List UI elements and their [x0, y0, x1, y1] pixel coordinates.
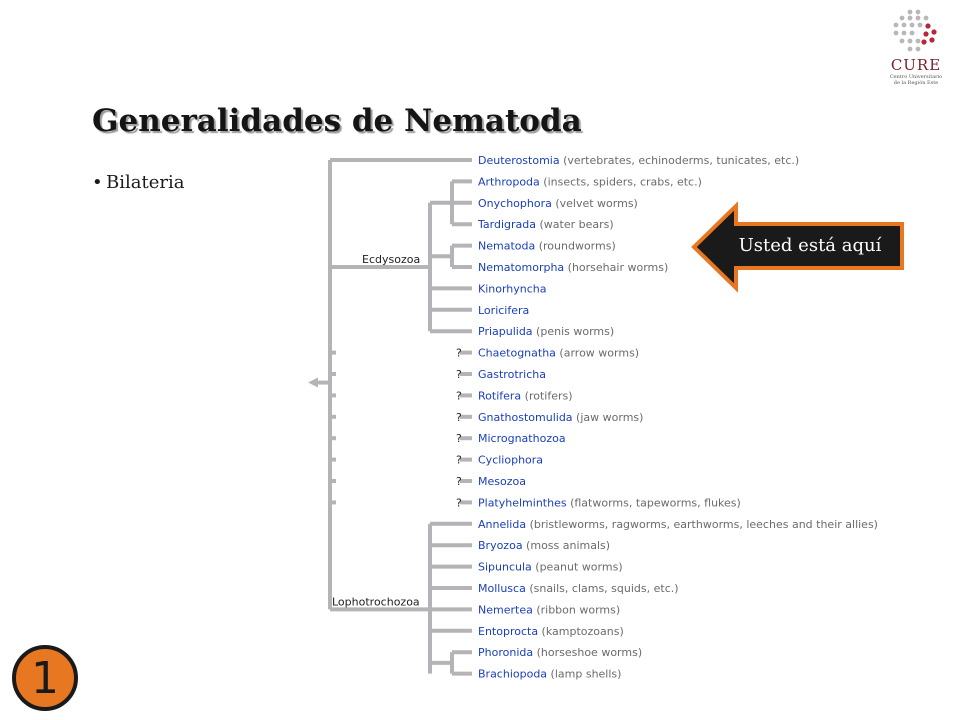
bullet-item: [92, 172, 184, 193]
taxon-name: Priapulida: [478, 325, 533, 339]
uncertain-mark: ?: [456, 432, 462, 446]
taxon-label: [478, 432, 566, 445]
taxon-name: Entoprocta: [478, 624, 539, 638]
taxon-name: Kinorhyncha: [478, 282, 547, 296]
uncertain-mark: ?: [456, 368, 462, 381]
taxon-name: Bryozoa: [478, 539, 523, 553]
taxon-description: (flatworms, tapeworms, flukes): [566, 496, 741, 510]
taxon-description: (insects, spiders, crabs, etc.): [539, 175, 702, 189]
taxon-label: [478, 175, 702, 188]
taxon-description: (rotifers): [521, 389, 573, 403]
taxon-name: Gnathostomulida: [478, 410, 573, 424]
taxon-name: Cycliophora: [478, 453, 544, 467]
taxon-name: Arthropoda: [478, 175, 540, 189]
taxon-description: (horsehair worms): [564, 261, 669, 274]
taxon-label: [478, 646, 642, 659]
taxon-description: (jaw worms): [572, 410, 644, 424]
taxon-description: (snails, clams, squids, etc.): [525, 582, 679, 595]
taxon-name: Annelida: [478, 517, 527, 531]
taxon-description: (ribbon worms): [532, 603, 621, 617]
taxon-label: [478, 496, 741, 509]
slide-title: Generalidades de Nematoda: [92, 103, 582, 139]
uncertain-mark: ?: [456, 410, 462, 424]
taxon-description: (kamptozoans): [538, 624, 624, 638]
taxon-label: [478, 347, 639, 360]
taxon-name: Tardigrada: [478, 218, 536, 232]
taxon-description: (peanut worms): [531, 560, 623, 574]
taxon-label: [477, 218, 614, 231]
uncertain-mark: ?: [456, 496, 462, 510]
taxon-label: [478, 389, 573, 402]
taxon-name: Gastrotricha: [478, 368, 546, 381]
taxon-label: [478, 582, 679, 595]
taxon-name: Loricifera: [478, 303, 530, 317]
slide-number-badge: [12, 645, 78, 711]
taxon-name: Phoronida: [478, 646, 534, 660]
taxon-description: (lamp shells): [547, 667, 622, 681]
taxon-label: [478, 454, 543, 467]
taxon-name: Nemertea: [478, 603, 533, 617]
taxon-name: Rotifera: [478, 389, 522, 403]
uncertain-mark: ?: [456, 475, 462, 488]
taxon-label: [478, 240, 616, 253]
taxon-name: Mollusca: [478, 582, 526, 595]
taxon-description: (bristleworms, ragworms, earthworms, leeches and their allies): [526, 517, 878, 531]
taxon-label: [478, 411, 643, 424]
taxon-description: (penis worms): [532, 325, 615, 339]
bullet-dot-icon: •: [92, 172, 103, 193]
taxon-name: Micrognathozoa: [478, 432, 566, 446]
taxon-label: [478, 539, 610, 552]
taxon-label: [478, 304, 529, 317]
taxon-name: Sipuncula: [478, 560, 532, 574]
taxon-label: [478, 154, 799, 167]
taxon-description: (vertebrates, echinoderms, tunicates, etc.): [559, 154, 800, 167]
taxon-name: Nematoda: [478, 239, 536, 253]
taxon-description: (moss animals): [522, 539, 611, 553]
taxon-description: (roundworms): [535, 239, 616, 253]
taxon-description: (arrow worms): [555, 346, 640, 360]
uncertain-mark: ?: [456, 346, 462, 360]
taxon-name: Brachiopoda: [478, 667, 548, 681]
taxon-name: Chaetognatha: [478, 346, 556, 360]
group-label-ecdysozoa: Ecdysozoa: [362, 253, 421, 266]
taxon-label: [478, 518, 878, 531]
taxon-description: (horseshoe worms): [533, 646, 643, 660]
taxon-name: Deuterostomia: [478, 154, 560, 167]
callout-label: Usted está aquí: [738, 235, 882, 256]
bullet-text: Bilateria: [106, 172, 185, 193]
taxon-name: Platyhelminthes: [478, 496, 567, 510]
taxon-name: Onychophora: [478, 196, 552, 210]
uncertain-mark: ?: [456, 453, 462, 467]
taxon-label: [478, 282, 547, 295]
taxon-label: [478, 668, 621, 681]
taxon-label: [478, 197, 638, 210]
logo-name: CURE: [890, 56, 942, 74]
taxon-label: [478, 625, 624, 638]
dot-grid-logo-icon: [888, 6, 944, 56]
taxon-description: (velvet worms): [551, 196, 638, 210]
taxon-description: (water bears): [535, 218, 614, 232]
logo-subtitle: Centro Universitario de la Región Este: [889, 74, 943, 86]
taxon-name: Nematomorpha: [478, 261, 565, 274]
slide-number: 1: [31, 653, 59, 704]
taxon-label: [478, 261, 668, 274]
taxon-label: [478, 475, 526, 488]
taxon-label: [478, 368, 546, 381]
group-label-lophotrochozoa: Lophotrochozoa: [332, 595, 420, 609]
cure-logo: [888, 6, 944, 98]
uncertain-mark: ?: [456, 389, 462, 403]
taxon-label: [478, 603, 620, 616]
taxon-name: Mesozoa: [478, 475, 526, 488]
taxon-label: [478, 325, 614, 338]
taxon-label: [478, 561, 623, 574]
